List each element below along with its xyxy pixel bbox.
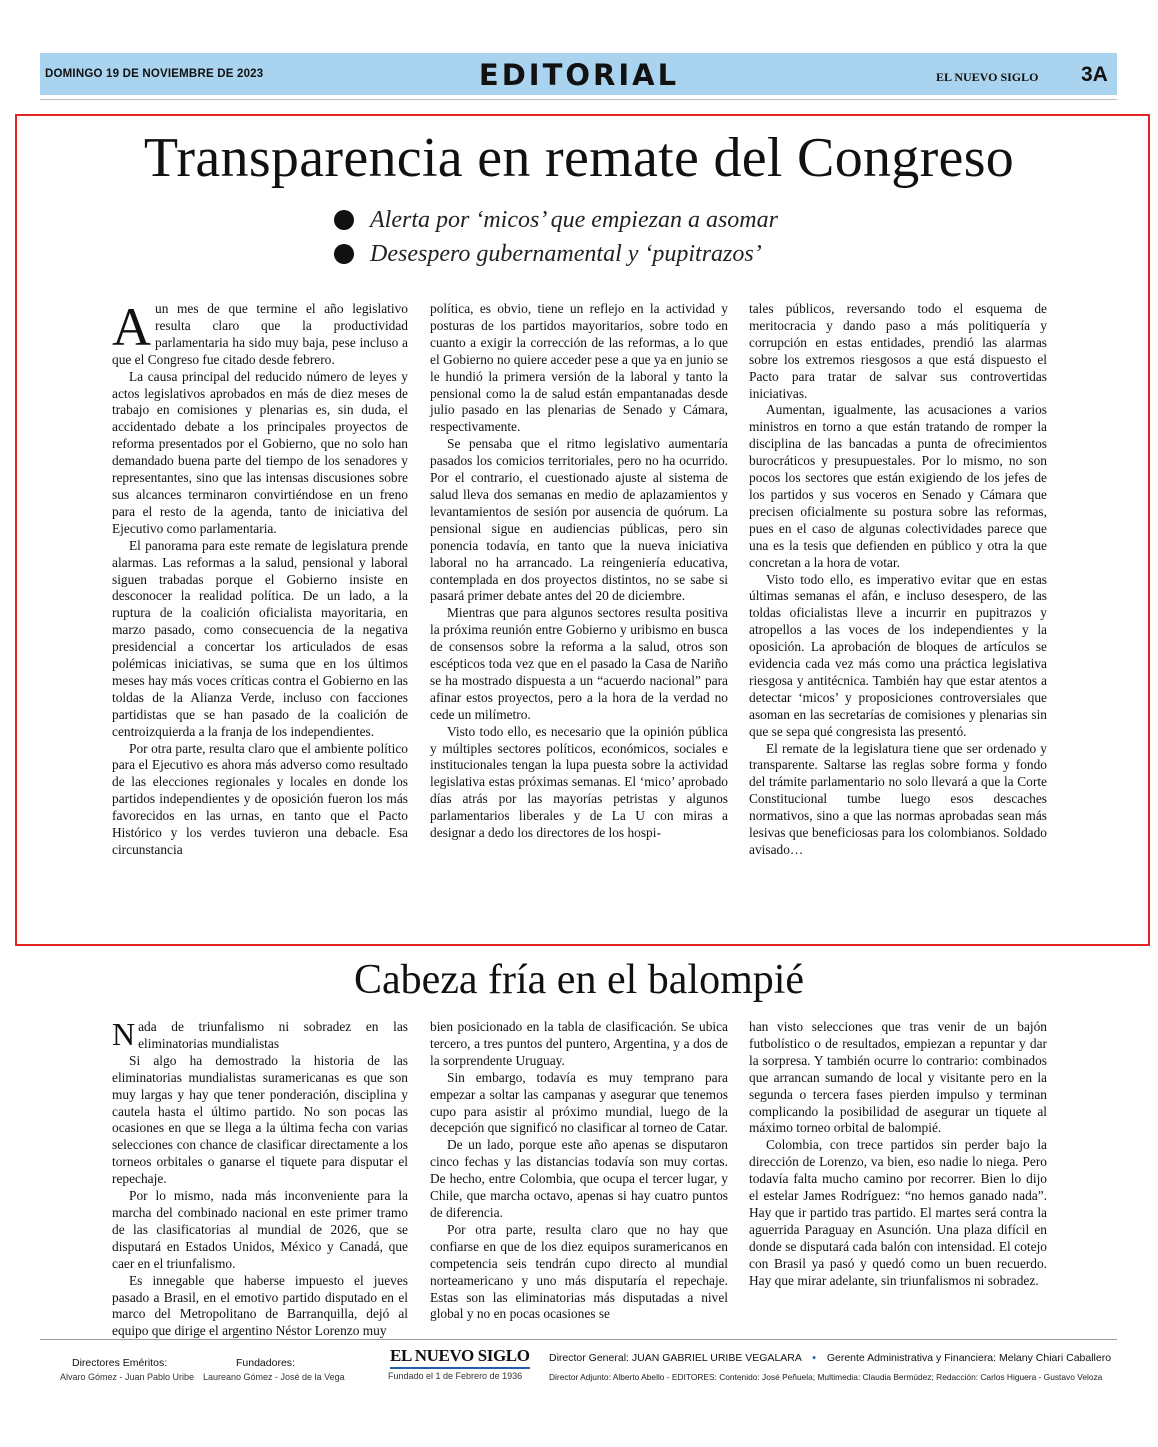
masthead-directors: [549, 1352, 1111, 1364]
second-editorial-column-1: [112, 1016, 408, 1340]
editorial-bullets: [334, 203, 954, 271]
paragraph: Visto todo ello, es necesario que la opinión pública y múltiples sectores políticos, económicos, sociales e institucionales tengan la lupa puesta sobre la actividad legislativa estas próximas semanas. El ‘mico’ aprobado días atrás por las mayorías petristas y algunos parlamentarios liberales y de La U con miras a designar a dedo los directores de los hospi-: [430, 723, 728, 841]
paragraph: Colombia, con trece partidos sin perder bajo la dirección de Lorenzo, va bien, eso nadie lo niega. Pero todavía falta mucho camino por recorrer. Bien lo dijo el estelar James Rodríguez: “no hemos ganado nada”. Hay que ir partido tras partido. El martes será contra la aguerrida Paraguay en Asunción. Una plaza difícil en donde se disputará cada balón con intensidad. El cotejo con Brasil ya pasó y quedó como un buen recuerdo. Hay que mirar adelante, sin triunfalismos ni sobradez.: [749, 1137, 1047, 1288]
drop-cap: A: [112, 297, 151, 357]
paragraph: han visto selecciones que tras venir de un bajón futbolístico o de resultados, empiezan a repuntar y dar la sorpresa. Y también ocurre lo contrario: combinados que arrancan sumando de local y visitante pero en la segunda o tercera fases pierden impulso y terminan complicando la posibilidad de asegurar un tiquete al máximo torneo orbital de balompié.: [749, 1019, 1047, 1136]
founders-names: Laureano Gómez - José de la Vega: [203, 1372, 345, 1382]
editorial-column-1: [112, 297, 408, 859]
editorial-column-3: [749, 301, 1047, 859]
paragraph: Nada de triunfalismo ni sobradez en las eliminatorias mundialistas: [112, 1016, 408, 1052]
paragraph: bien posicionado en la tabla de clasificación. Se ubica tercero, a tres puntos del puntero, Argentina, y a dos de la sorprendente Uruguay.: [430, 1019, 728, 1068]
paragraph: La causa principal del reducido número de leyes y actos legislativos aprobados en más de diez meses de trabajo en comisiones y plenarias es, sin duda, el accidentado debate a los principales proyectos de reforma presentados por el Gobierno, que no solo han demandado buena parte del tiempo de los senadores y representantes, sino que las intensas discusiones sobre sus alcances terminaron convirtiéndose en un freno para el resto de la agenda, tanto de iniciativa del Ejecutivo como parlamentaria.: [112, 368, 408, 536]
manager-label: Gerente Administrativa y Financiera:: [826, 1352, 997, 1364]
editorial-headline: Transparencia en remate del Congreso: [143, 127, 1015, 189]
second-editorial-column-3: [749, 1019, 1047, 1290]
paragraph: tales públicos, reversando todo el esquema de meritocracia y dando paso a más politiquería y corrupción en estas entidades, prendió las alarmas sobre los extremos riesgosos a que está dispuesto el Pacto para tratar de salvar sus controvertidas iniciativas.: [749, 301, 1047, 401]
paragraph: De un lado, porque este año apenas se disputaron cinco fechas y las distancias todavía son muy cortas. De hecho, entre Colombia, que ocupa el tercer lugar, y Chile, que marcha octavo, apenas si hay cuatro puntos de diferencia.: [430, 1137, 728, 1220]
bullet-item: [334, 237, 954, 271]
paragraph: Por otra parte, resulta claro que no hay que confiarse en que de los diez equipos suramericanos en competencia seis tendrán cupo directo al mundial norteamericano y uno más disputaría el repechaje. Estas son las eliminatorias más disputadas a nivel global y no en pocas ocasiones se: [430, 1221, 728, 1322]
director-name: JUAN GABRIEL URIBE VEGALARA: [631, 1352, 802, 1364]
director-label: Director General:: [549, 1352, 629, 1364]
paragraph: política, es obvio, tiene un reflejo en la actividad y posturas de los partidos mayoritarios, sobre todo en cuanto a exigir la corrección de las reformas, a lo que el Gobierno no quiere acceder pese a que ya en junio se le hundió la primera versión de la laboral y tanto la pensional como la de salud están empantanadas desde julio pasado en las plenarias de Senado y Cámara, respectivamente.: [430, 301, 728, 435]
bullet-text: Desespero gubernamental y ‘pupitrazos’: [370, 240, 762, 267]
section-title: EDITORIAL: [478, 58, 680, 92]
header-brand: EL NUEVO SIGLO: [936, 70, 1039, 84]
bullet-item: [334, 203, 954, 237]
paragraph: Se pensaba que el ritmo legislativo aumentaría pasados los comicios territoriales, pero no ha ocurrido. Por el contrario, el cuestionado ajuste al sistema de salud lleva dos semanas en medio de aplazamientos y levantamientos de sesión por ausencia de quórum. La pensional sigue en audiencias públicas, pero sin ponencia todavía, en tanto que la nueva iniciativa laboral no ha arrancado. La reingeniería educativa, contemplada en dos proyectos distintos, no se sabe si pasará primer debate antes del 20 de diciembre.: [430, 436, 728, 604]
founded-date: Fundado el 1 de Febrero de 1936: [388, 1371, 523, 1381]
paragraph: Por otra parte, resulta claro que el ambiente político para el Ejecutivo es ahora más adverso como resultado de las elecciones regionales y locales en donde los partidos independientes y de oposición fueron los más favorecidos en las urnas, en tanto que el Pacto Histórico y los verdes tuvieron una debacle. Esa circunstancia: [112, 740, 408, 857]
editorial-column-2: [430, 301, 728, 842]
paragraph: El panorama para este remate de legislatura prende alarmas. Las reformas a la salud, pensional y laboral siguen trabadas porque el Gobierno insiste en desconocer la realidad política. De un lado, a la ruptura de la coalición oficialista mayoritaria, en marzo pasado, como consecuencia de la negativa presidencial a concertar los articulados de esas polémicas iniciativas, se suma que en los últimos meses hay más voces críticas contra el Gobierno en las toldas de la Alianza Verde, incluso con facciones partidistas que se han pasado de la coalición de centroizquierda a la franja de los independientes.: [112, 537, 408, 739]
footer-divider: [40, 1339, 1117, 1340]
paragraph: Si algo ha demostrado la historia de las eliminatorias mundialistas suramericanas es que son muy largas y hay que tener ponderación, disciplina y cautela hasta el último partido. No son pocas las ocasiones en que se llega a la última fecha con varias selecciones con chance de clasificar directamente a los torneos orbitales o ganarse el tiquete para disputar el repechaje.: [112, 1052, 408, 1187]
emeritus-directors-title: Directores Eméritos:: [72, 1357, 168, 1369]
bullet-text: Alerta por ‘micos’ que empiezan a asomar: [370, 206, 778, 233]
paragraph: Es innegable que haberse impuesto el jueves pasado a Brasil, en el emotivo partido disputado en el marco del Metropolitano de Barranquilla, dejó al equipo que dirige el argentino Néstor Lorenzo muy: [112, 1272, 408, 1339]
separator-dot-icon: •: [812, 1352, 816, 1364]
founders-title: Fundadores:: [236, 1357, 295, 1369]
paragraph: Aun mes de que termine el año legislativo resulta claro que la productividad parlamentaria ha sido muy baja, pese incluso a que el Congreso fue citado desde febrero.: [112, 297, 408, 367]
manager-name: Melany Chiari Caballero: [999, 1352, 1112, 1364]
second-editorial-column-2: [430, 1019, 728, 1323]
header-date: DOMINGO 19 DE NOVIEMBRE DE 2023: [45, 68, 264, 80]
page-number: 3A: [1081, 63, 1108, 86]
masthead-staff: Director Adjunto: Alberto Abello - EDITORES: Contenido: José Peñuela; Multimedia: Claudia Bermúdez; Redacción: Carlos Higuera - Gustavo Veloza: [549, 1372, 1103, 1382]
paragraph: El remate de la legislatura tiene que ser ordenado y transparente. Saltarse las reglas sobre forma y fondo del trámite parlamentario no solo llevará a que la Corte Constitucional tumbe luego esos descaches normativos, sino a que las normas aprobadas sean más lesivas que beneficiosas para los colombianos. Soldado avisado…: [749, 740, 1047, 857]
second-editorial-headline: Cabeza fría en el balompié: [353, 957, 805, 1003]
paragraph: Sin embargo, todavía es muy temprano para empezar a soltar las campanas y asegurar que tenemos cupo para asistir al próximo mundial, luego de la decepción que significó no clasificar al torneo de Catar.: [430, 1069, 728, 1136]
newspaper-logo: EL NUEVO SIGLO: [390, 1346, 530, 1369]
bullet-dot-icon: [334, 210, 354, 230]
paragraph: Mientras que para algunos sectores resulta positiva la próxima reunión entre Gobierno y uribismo en busca de consensos sobre la reforma a la salud, otros son escépticos toda vez que en el pasado la Casa de Nariño se ha mostrado dispuesta a un “acuerdo nacional” para afinar estos proyectos, pero a la hora de la verdad no cede un milímetro.: [430, 605, 728, 722]
paragraph: Por lo mismo, nada más inconveniente para la marcha del combinado nacional en este primer tramo de las clasificatorias al mundial de 2026, que se disputará en Estados Unidos, México y Canadá, que caer en el triunfalismo.: [112, 1188, 408, 1271]
paragraph: Aumentan, igualmente, las acusaciones a varios ministros en torno a que están tratando de romper la disciplina de las bancadas a punta de ofrecimientos burocráticos y presupuestales. Por lo mismo, no son pocos los sectores que están exigiendo de los jefes de los partidos y sus voceros en Senado y Cámara que precisen oficialmente su postura sobre las reformas, pues en el caso de algunas colectividades parece que una es la tesis que defienden en público y otra la que concretan a la hora de votar.: [749, 402, 1047, 570]
drop-cap: N: [112, 1016, 136, 1052]
emeritus-directors-names: Alvaro Gómez - Juan Pablo Uribe: [60, 1372, 195, 1382]
bullet-dot-icon: [334, 244, 354, 264]
paragraph: Visto todo ello, es imperativo evitar que en estas últimas semanas el afán, e incluso desespero, de las toldas oficialistas lleve a incurrir en pupitrazos y atropellos a las voces de los independientes y la oposición. La aprobación de bloques de artículos se evidencia cada vez más como una práctica legislativa riesgosa y antitécnica. También hay que estar atentos a detectar ‘micos’ y proposiciones controversiales que asoman en las secretarías de comisiones y plenarias sin que se sepa qué congresista las presentó.: [749, 571, 1047, 739]
header-divider: [40, 99, 1117, 100]
